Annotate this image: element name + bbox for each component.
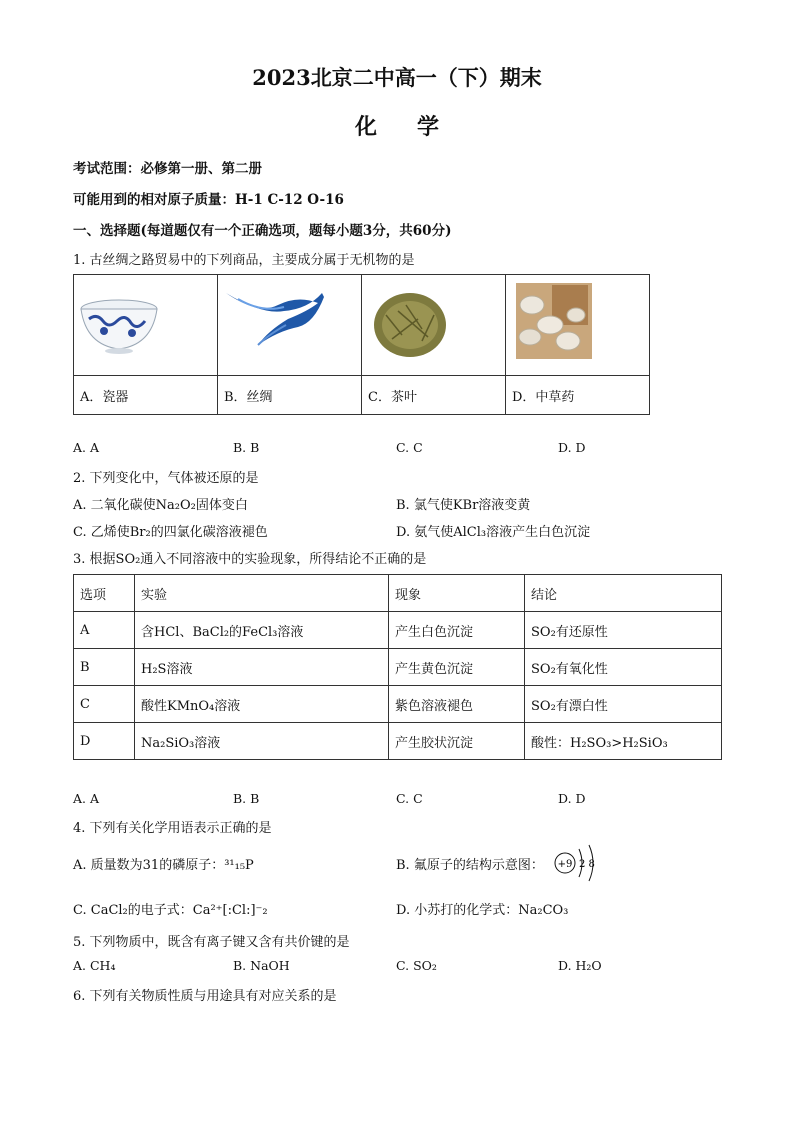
q4-option-c: [73, 899, 268, 918]
q5-stem: 5. 下列物质中，既含有离子键又含有共价键的是: [73, 935, 350, 950]
page-title: 2023北京二中高一（下）期末: [252, 65, 542, 90]
q3-table: [73, 574, 722, 760]
q3-answer-a: A. A: [73, 791, 100, 806]
table-cell: 含HCl、BaCl₂的FeCl₃溶液: [135, 612, 389, 649]
table-row: [74, 649, 722, 686]
table-cell: SO₂有还原性: [525, 612, 722, 649]
table-cell: 酸性KMnO₄溶液: [135, 686, 389, 723]
table-cell: A: [74, 612, 135, 649]
table-header-cell: 实验: [135, 575, 389, 612]
exam-scope: 考试范围：必修第一册、第二册: [73, 161, 262, 177]
q3-stem: 3. 根据SO₂通入不同溶液中的实验现象，所得结论不正确的是: [73, 552, 427, 567]
subject-title: 化学: [354, 114, 479, 140]
table-header-row: [74, 575, 722, 612]
fluorine-atom-diagram: [553, 843, 603, 883]
atomic-mass-note: 可能用到的相对原子质量：H-1 C-12 O-16: [73, 192, 344, 208]
table-cell: H₂S溶液: [135, 649, 389, 686]
table-cell: B: [74, 649, 135, 686]
table-row: [74, 723, 722, 760]
q1-image-cell: [506, 275, 650, 376]
table-row: [74, 612, 722, 649]
q1-answer-a: A. A: [73, 440, 100, 455]
q3-answer-d: D. D: [558, 791, 586, 806]
q1-option-cell: A．瓷器: [74, 376, 218, 415]
q6-stem: 6. 下列有关物质性质与用途具有对应关系的是: [73, 989, 337, 1004]
q5-option-d: D. H₂O: [558, 958, 602, 973]
q1-image-cell: [74, 275, 218, 376]
table-cell: 紫色溶液褪色: [389, 686, 525, 723]
nucleus-charge: +9: [557, 859, 573, 870]
porcelain-bowl-icon: [74, 275, 211, 371]
q3-answer-b: B. B: [233, 791, 260, 806]
table-row: [74, 686, 722, 723]
q4-option-b: [396, 854, 544, 873]
q2-stem: 2. 下列变化中，气体被还原的是: [73, 471, 259, 486]
q4-option-a-text: A. 质量数为31的磷原子：: [73, 858, 225, 873]
table-cell: SO₂有氧化性: [525, 649, 722, 686]
q2-option-d: D. 氨气使AlCl₃溶液产生白色沉淀: [396, 525, 591, 540]
q1-answer-b: B. B: [233, 440, 260, 455]
electron-shells: 2 8: [579, 859, 595, 870]
table-header-cell: 选项: [74, 575, 135, 612]
q1-table: [73, 274, 650, 415]
phosphorus-formula: ³¹₁₅P: [224, 858, 254, 873]
q1-option-cell: B．丝绸: [218, 376, 362, 415]
table-cell: D: [74, 723, 135, 760]
table-cell: C: [74, 686, 135, 723]
q4-option-d: [396, 899, 568, 918]
q4-stem: 4. 下列有关化学用语表示正确的是: [73, 821, 272, 836]
q1-answer-c: C. C: [396, 440, 423, 455]
q1-stem: 1. 古丝绸之路贸易中的下列商品，主要成分属于无机物的是: [73, 253, 415, 268]
q4-option-d-text: D. 小苏打的化学式：: [396, 903, 519, 918]
q1-option-cell: D．中草药: [506, 376, 650, 415]
silk-cloth-icon: [218, 275, 355, 371]
q1-option-cell: C．茶叶: [362, 376, 506, 415]
q4-option-a: [73, 854, 254, 873]
q1-image-cell: [218, 275, 362, 376]
table-header-cell: 现象: [389, 575, 525, 612]
q2-option-c: C. 乙烯使Br₂的四氯化碳溶液褪色: [73, 525, 268, 540]
q1-answer-d: D. D: [558, 440, 586, 455]
q4-option-b-text: B. 氟原子的结构示意图：: [396, 858, 544, 873]
table-cell: 产生黄色沉淀: [389, 649, 525, 686]
q5-option-a: A. CH₄: [73, 958, 116, 973]
q3-answer-c: C. C: [396, 791, 423, 806]
table-cell: 酸性：H₂SO₃>H₂SiO₃: [525, 723, 722, 760]
q2-option-a: A. 二氧化碳使Na₂O₂固体变白: [73, 498, 248, 513]
table-cell: 产生白色沉淀: [389, 612, 525, 649]
cacl2-electron-formula: Ca²⁺[:Cl:]⁻₂: [192, 903, 268, 918]
table-header-cell: 结论: [525, 575, 722, 612]
q1-image-cell: [362, 275, 506, 376]
q5-option-c: C. SO₂: [396, 958, 437, 973]
q5-option-b: B. NaOH: [233, 958, 290, 973]
tea-leaves-icon: [362, 275, 499, 371]
q4-option-c-text: C. CaCl₂的电子式：: [73, 903, 193, 918]
herbal-medicine-icon: [506, 275, 643, 371]
q2-option-b: B. 氯气使KBr溶液变黄: [396, 498, 531, 513]
section-heading: 一、选择题(每道题仅有一个正确选项，题每小题3分，共60分): [73, 223, 452, 239]
table-cell: Na₂SiO₃溶液: [135, 723, 389, 760]
table-cell: 产生胶状沉淀: [389, 723, 525, 760]
baking-soda-formula: Na₂CO₃: [518, 903, 569, 918]
table-cell: SO₂有漂白性: [525, 686, 722, 723]
